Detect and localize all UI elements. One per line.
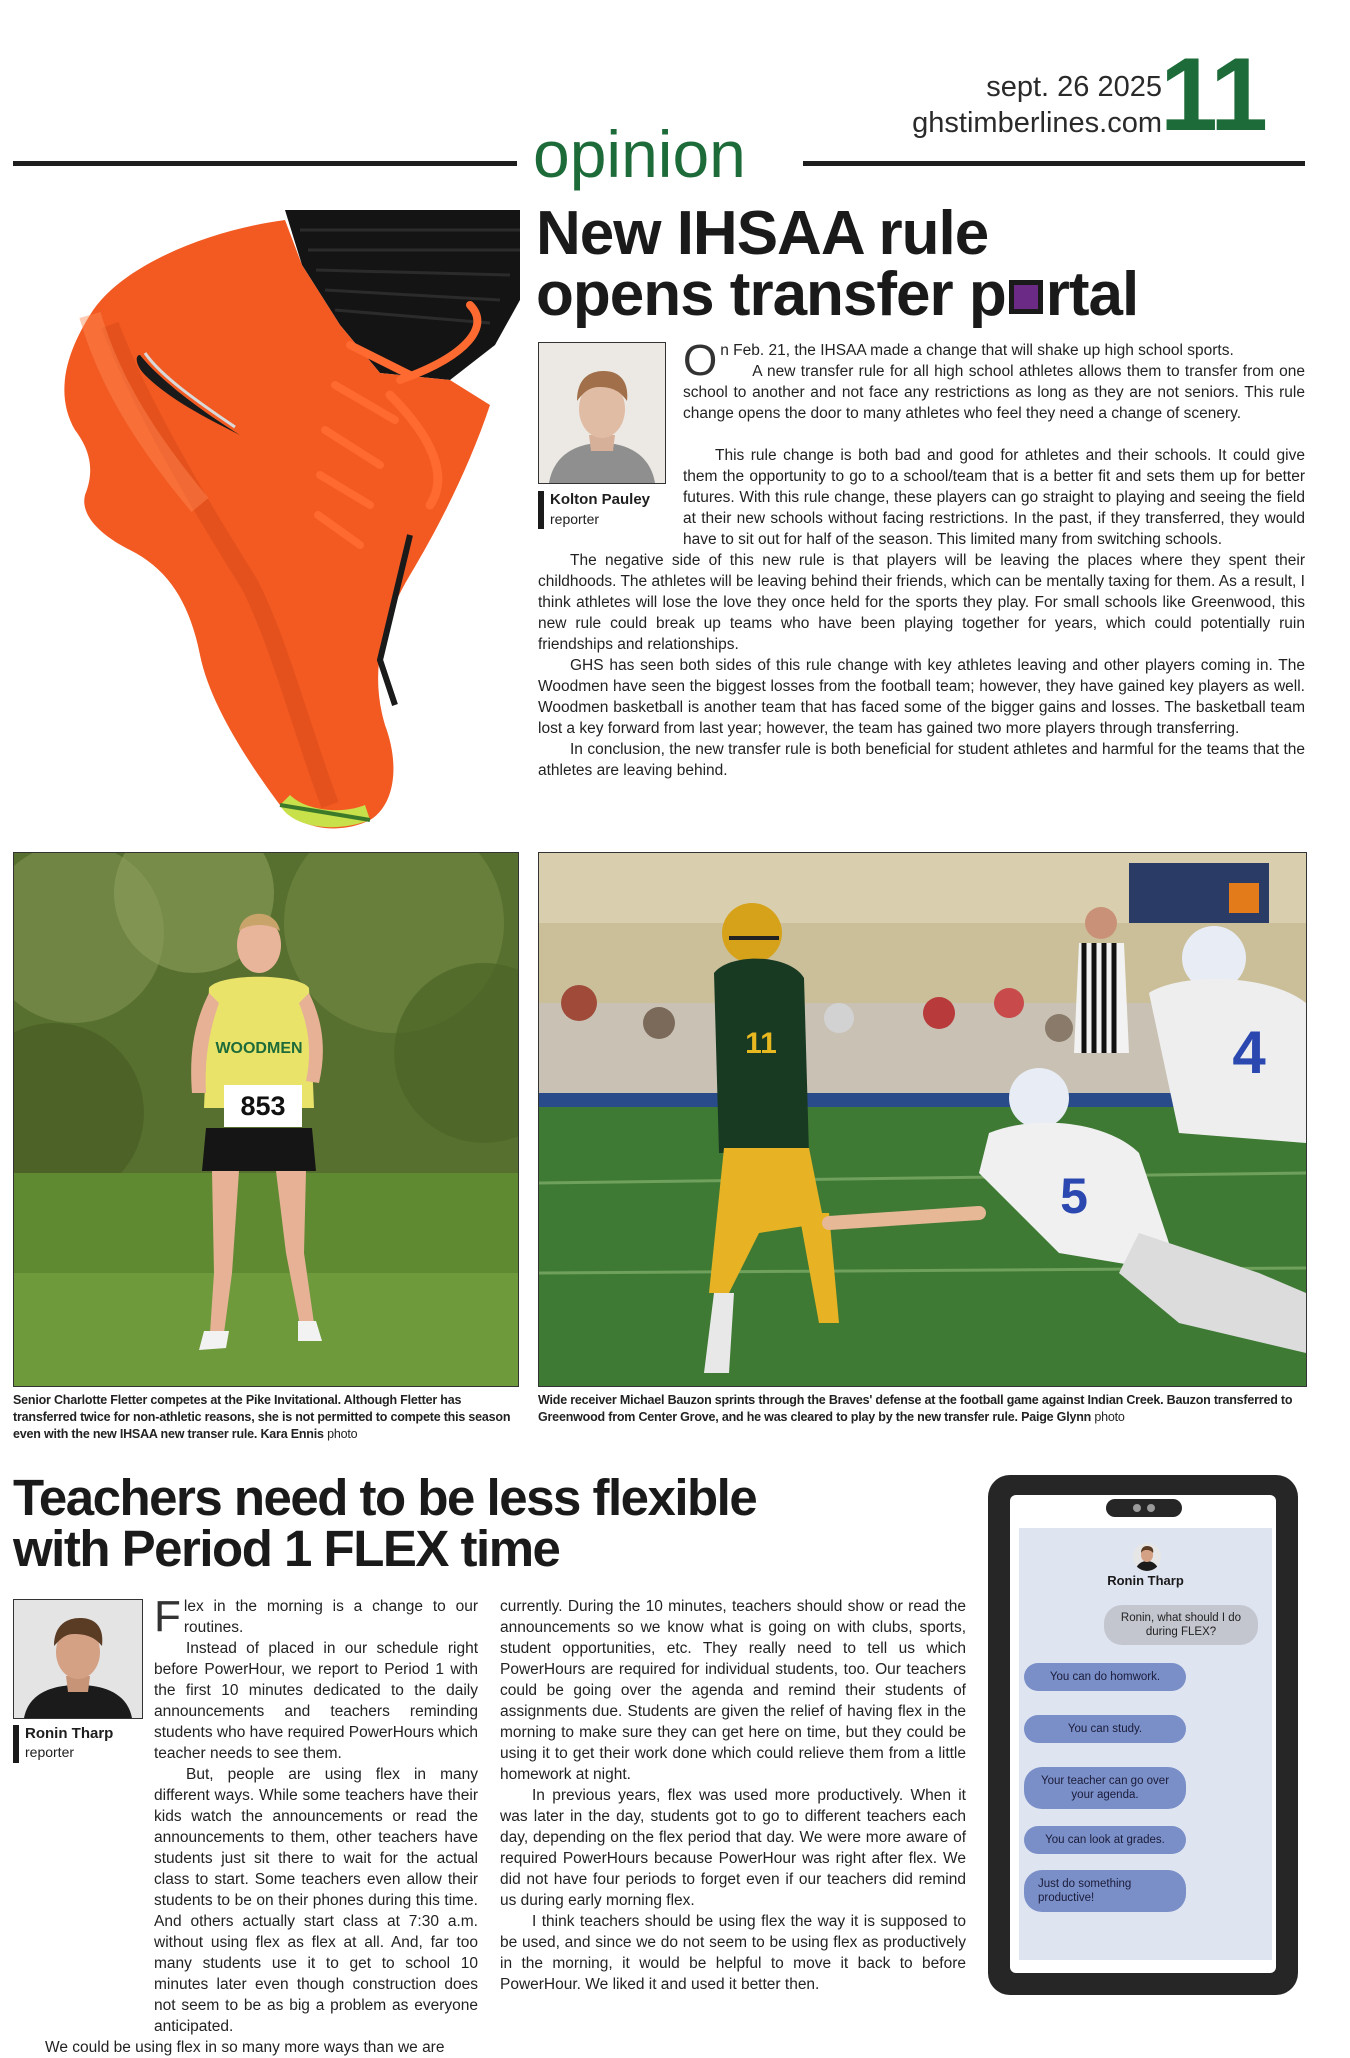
article2-dropcap: F: [154, 1592, 181, 1641]
article2-column1-bottom: [13, 1764, 478, 2058]
article2-paragraph-2: Instead of placed in our schedule right before PowerHour, we report to Period 1 with the first 10 minutes dedicated to the daily announcements and teachers reminding students who have required PowerHours which teacher needs to see them.: [154, 1640, 478, 1762]
article2-paragraph-6: In previous years, flex was used more productively. When it was later in the day, students got to go to different teachers each day, depending on the flex period that day. We were more aware of required PowerHours because PowerHour was right after flex. We did not have four periods to forget even if our teachers did remind us during early morning flex.: [500, 1787, 966, 1909]
page-number: 11: [1160, 37, 1266, 153]
author1-name: Kolton Pauley: [550, 491, 651, 508]
runner-caption-text: Senior Charlotte Fletter competes at the Pike Invitational. Although Fletter has transferred twice for non-athletic reasons, she is not permitted to compete this season even with the new IHSAA new transer rule.: [13, 1393, 511, 1441]
article1-headline-line1: New IHSAA rule: [536, 199, 989, 268]
cleat-photo: [50, 205, 520, 835]
article2-paragraph-4: We could be using flex in so many more ways than we are: [45, 2039, 445, 2056]
runner-photo-credit: Kara Ennis: [260, 1427, 324, 1441]
article2-paragraph-5: currently. During the 10 minutes, teachers should show or read the announcements so we know what is going on with clubs, sports, student opportunities, etc. They really need to tell us which PowerHours are required for individual students, too. Our teachers could be going over the agenda and remind their students of assignments due. Students are given the relief of having flex in the morning to make sure they can get here on time, but they could be using it to get their work done which could relieve them from a little homework at night.: [500, 1598, 966, 1783]
author1-role: reporter: [550, 511, 600, 527]
article1-paragraph-5: GHS has seen both sides of this rule change with key athletes leaving and other players coming in. The Woodmen have seen the biggest losses from the football team; however, they have gained key players as well. Woodmen basketball is another team that has faced some of the bigger gains and losses. The basketball team lost a key forward from last year; however, the team has gained two more players through transferring.: [538, 657, 1305, 737]
header-rule-left: [13, 161, 517, 166]
article1-paragraph-2: A new transfer rule for all high school athletes allows them to transfer from one school to another and not face any restrictions as long as they are not seniors. This rule change opens the door to many athletes who feel they need a change of scenery.: [683, 363, 1305, 422]
article1-headline-line2: [536, 260, 1139, 329]
camera-icon: [1147, 1504, 1155, 1512]
author2-role: reporter: [25, 1744, 75, 1760]
header-rule-right: [803, 161, 1305, 166]
website-url[interactable]: ghstimberlines.com: [912, 107, 1162, 139]
article1-body-top: [683, 336, 1305, 424]
camera-icon: [1133, 1504, 1141, 1512]
runner-photo: [13, 852, 519, 1387]
football-photo-credit: Paige Glynn: [1021, 1410, 1092, 1424]
article1-paragraph-4: The negative side of this new rule is that players will be leaving the places where they spent their childhoods. The athletes will be leaving behind their friends, which can be mentally taxing for them. As a result, I think athletes will lose the love they once held for the sports they play. For small schools like Greenwood, this new rule could break up teams who have been playing together for years, which could potentially ruin friendships and relationships.: [538, 552, 1305, 653]
message-bubble-received: Just do something productive!: [1024, 1870, 1186, 1912]
article2-headline-line2: with Period 1 FLEX time: [13, 1520, 560, 1577]
article1-headline-line2-end: rtal: [1045, 260, 1139, 329]
article1-headline-line2-start: opens transfer p: [536, 260, 1006, 329]
runner-photo-caption: [13, 1392, 519, 1443]
article1-paragraph-6: In conclusion, the new transfer rule is both beneficial for student athletes and harmful for the teams that the athletes are leaving behind.: [538, 741, 1305, 779]
article1-paragraph-1: n Feb. 21, the IHSAA made a change that will shake up high school sports.: [720, 342, 1234, 359]
author2-name: Ronin Tharp: [25, 1725, 114, 1742]
article2-column1-top: [154, 1592, 478, 1764]
message-bubble-sent: Ronin, what should I do during FLEX?: [1104, 1605, 1258, 1645]
author2-byline-bar: [13, 1725, 19, 1763]
issue-date: sept. 26 2025: [986, 71, 1162, 103]
runner-jersey-text: WOODMEN: [215, 1040, 303, 1057]
article2-column2: [500, 1596, 966, 1995]
article2-paragraph-3: But, people are using flex in many different ways. While some teachers have their kids watch the announcements or read the announcements to them, other teachers have students just sit there to wait for the actual class to start. Some teachers even allow their students to be on their phones during this time. And others actually start class at 7:30 a.m. without using flex as flex at all. And, far too many students use it to get to school 10 minutes later even though construction does not seem to be as big a problem as everyone anticipated.: [154, 1766, 478, 2035]
football-photo-caption: [538, 1392, 1305, 1426]
contact-name: Ronin Tharp: [1107, 1573, 1184, 1588]
article2-paragraph-7: I think teachers should be using flex the way it is supposed to be used, and since we do not seem to be using flex as productively in the morning, it would be helpful to move it back to before PowerHour. We liked it and used it better then.: [500, 1913, 966, 1993]
message-bubble-received: You can do homwork.: [1024, 1663, 1186, 1691]
author-headshot-ronin: [13, 1599, 143, 1719]
article2-headline: [13, 1469, 757, 1577]
message-bubble-received: You can study.: [1024, 1715, 1186, 1743]
runner-photo-credit-label: photo: [327, 1427, 358, 1441]
football-photo-credit-label: photo: [1094, 1410, 1125, 1424]
svg-text:5: 5: [1060, 1168, 1088, 1224]
article2-paragraph-1: lex in the morning is a change to our routines.: [183, 1598, 478, 1636]
football-photo: [538, 852, 1307, 1387]
message-bubble-received: You can look at grades.: [1024, 1826, 1186, 1854]
contact-avatar: [1133, 1543, 1161, 1571]
portal-box-icon: [1009, 280, 1043, 314]
receiver-jersey-number: 11: [745, 1027, 777, 1060]
runner-bib-number: 853: [240, 1091, 286, 1121]
article1-headline: [536, 199, 1139, 329]
football-caption-text: Wide receiver Michael Bauzon sprints through the Braves' defense at the football game against Indian Creek. Bauzon transferred to Greenwood from Center Grove, and he was cleared to play by the new transfer rule.: [538, 1393, 1293, 1424]
article1-body-main: [538, 445, 1305, 781]
section-title: opinion: [533, 117, 746, 191]
svg-text:4: 4: [1232, 1019, 1266, 1086]
article2-headline-line1: Teachers need to be less flexible: [13, 1469, 757, 1526]
article1-dropcap: O: [683, 336, 718, 385]
article1-paragraph-3: [538, 445, 1305, 550]
phone-camera-notch: [1106, 1499, 1182, 1517]
article1-paragraph-3-text: This rule change is both bad and good for athletes and their schools. It could give them the opportunity to go to a school/team that is a better fit and sets them up for better futures. With this rule change, these players can go straight to playing and seeing the field at their new schools without facing restrictions. In the past, if they transferred, they would have to sit out for half of the season. This limited many from switching schools.: [683, 447, 1305, 548]
message-bubble-received: Your teacher can go over your agenda.: [1024, 1767, 1186, 1809]
